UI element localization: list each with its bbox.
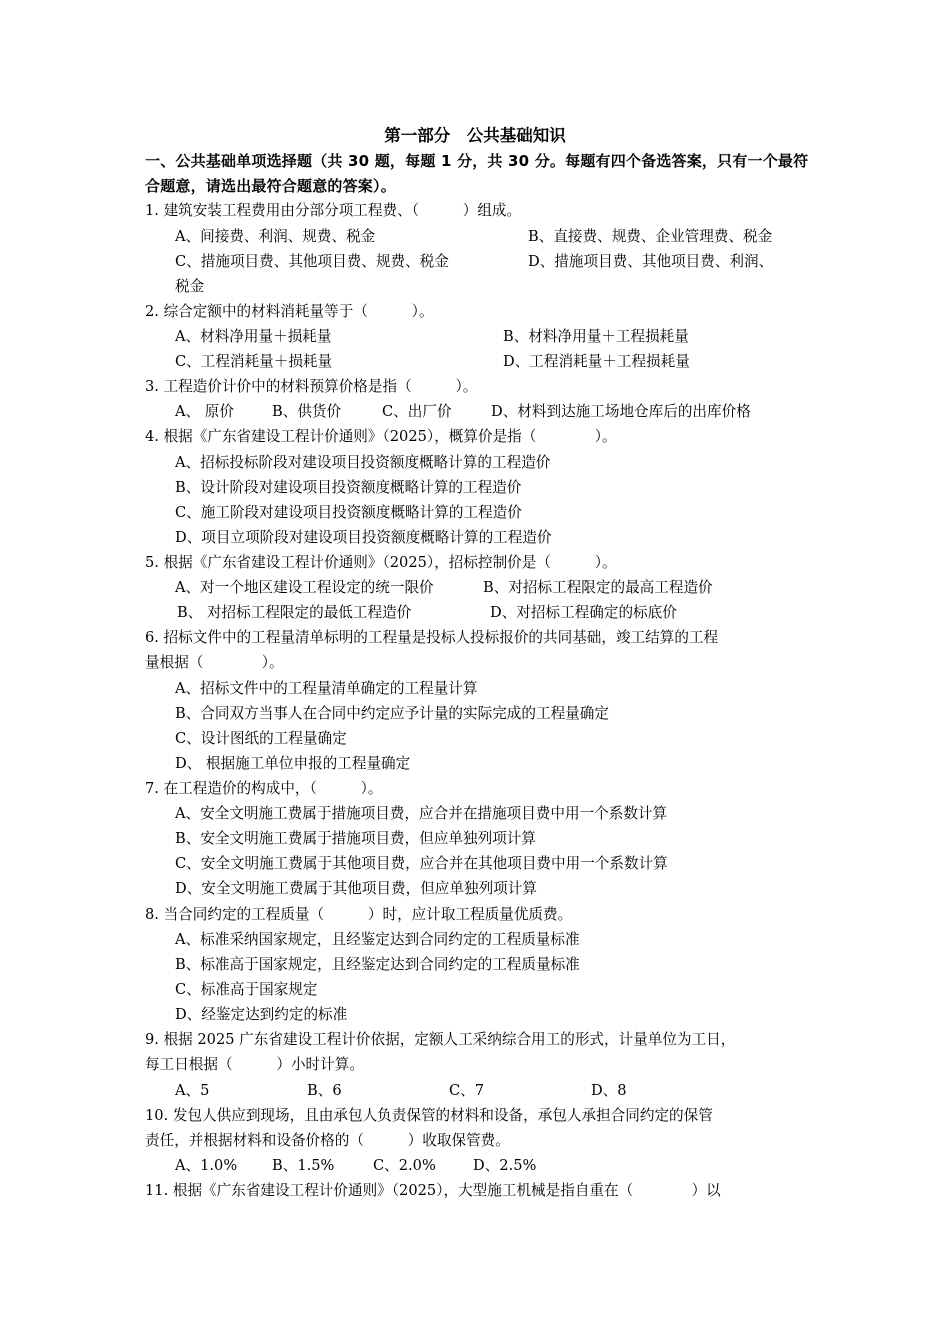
- question-1-stem: 1. 建筑安装工程费用由分部分项工程费、（ ）组成。: [145, 202, 522, 219]
- question-10-option-b: B、1.5%: [272, 1157, 335, 1174]
- question-8-option-a: A、标准采纳国家规定，且经鉴定达到合同约定的工程质量标准: [175, 931, 580, 948]
- question-6-option-b: B、合同双方当事人在合同中约定应予计量的实际完成的工程量确定: [175, 705, 609, 722]
- question-7-option-c: C、安全文明施工费属于其他项目费，应合并在其他项目费中用一个系数计算: [175, 855, 668, 872]
- question-4-option-a: A、招标投标阶段对建设项目投资额度概略计算的工程造价: [175, 454, 551, 471]
- question-6-stem: 6. 招标文件中的工程量清单标明的工程量是投标人投标报价的共同基础，竣工结算的工程: [145, 629, 719, 646]
- question-1-option-c: C、措施项目费、其他项目费、规费、税金: [175, 253, 449, 270]
- question-10-option-d: D、2.5%: [473, 1157, 537, 1174]
- question-7-option-a: A、安全文明施工费属于措施项目费，应合并在措施项目费中用一个系数计算: [175, 805, 668, 822]
- question-6-option-c: C、设计图纸的工程量确定: [175, 730, 347, 747]
- section-heading: 一、公共基础单项选择题（共 30 题，每题 1 分，共 30 分。每题有四个备选答案，只有一个最符合题意，请选出最符合题意的答案）。: [145, 152, 809, 195]
- question-2-option-d: D、工程消耗量＋工程损耗量: [503, 353, 690, 370]
- question-4-option-b: B、设计阶段对建设项目投资额度概略计算的工程造价: [175, 479, 522, 496]
- question-8-option-d: D、经鉴定达到约定的标准: [175, 1006, 348, 1023]
- question-3-option-d: D、材料到达施工场地仓库后的出库价格: [491, 403, 751, 420]
- question-2-stem: 2. 综合定额中的材料消耗量等于（ ）。: [145, 303, 434, 320]
- question-4-stem: 4. 根据《广东省建设工程计价通则》（2025），概算价是指（ ）。: [145, 428, 617, 445]
- question-8-stem: 8. 当合同约定的工程质量（ ）时，应计取工程质量优质费。: [145, 906, 573, 923]
- question-8-option-c: C、标准高于国家规定: [175, 981, 318, 998]
- question-10-option-a: A、1.0%: [175, 1157, 238, 1174]
- question-5-stem: 5. 根据《广东省建设工程计价通则》（2025），招标控制价是（ ）。: [145, 554, 617, 571]
- question-9-stem-cont: 每工日根据（ ）小时计算。: [145, 1056, 364, 1073]
- question-5-option-d: D、对招标工程确定的标底价: [490, 604, 677, 621]
- question-4-option-c: C、施工阶段对建设项目投资额度概略计算的工程造价: [175, 504, 522, 521]
- question-9-option-b: B、6: [307, 1082, 342, 1099]
- question-5-option-b: B、对招标工程限定的最高工程造价: [483, 579, 713, 596]
- question-1-option-b: B、直接费、规费、企业管理费、税金: [528, 228, 773, 245]
- question-3-option-b: B、供货价: [272, 403, 342, 420]
- question-11-stem: 11. 根据《广东省建设工程计价通则》（2025），大型施工机械是指自重在（ ）以: [145, 1182, 721, 1199]
- question-3-option-c: C、出厂价: [382, 403, 452, 420]
- question-9-option-c: C、7: [449, 1082, 485, 1099]
- question-2-option-a: A、材料净用量＋损耗量: [175, 328, 332, 345]
- question-6-option-d: D、 根据施工单位申报的工程量确定: [175, 755, 411, 772]
- question-10-option-c: C、2.0%: [373, 1157, 436, 1174]
- question-10-stem: 10. 发包人供应到现场，且由承包人负责保管的材料和设备，承包人承担合同约定的保管: [145, 1107, 713, 1124]
- question-8-option-b: B、标准高于国家规定，且经鉴定达到合同约定的工程质量标准: [175, 956, 580, 973]
- question-7-option-d: D、安全文明施工费属于其他项目费，但应单独列项计算: [175, 880, 537, 897]
- question-7-option-b: B、安全文明施工费属于措施项目费，但应单独列项计算: [175, 830, 536, 847]
- question-10-stem-cont: 责任，并根据材料和设备价格的（ ）收取保管费。: [145, 1132, 510, 1149]
- question-3-stem: 3. 工程造价计价中的材料预算价格是指（ ）。: [145, 378, 478, 395]
- question-2-option-c: C、工程消耗量＋损耗量: [175, 353, 333, 370]
- question-9-option-a: A、5: [175, 1082, 210, 1099]
- question-4-option-d: D、项目立项阶段对建设项目投资额度概略计算的工程造价: [175, 529, 552, 546]
- question-5-option-c: B、 对招标工程限定的最低工程造价: [177, 604, 412, 621]
- question-3-option-a: A、 原价: [175, 403, 234, 420]
- question-6-stem-cont: 量根据（ ）。: [145, 654, 284, 671]
- question-1-option-a: A、间接费、利润、规费、税金: [175, 228, 376, 245]
- question-2-option-b: B、材料净用量＋工程损耗量: [503, 328, 689, 345]
- question-1-option-d: D、措施项目费、其他项目费、利润、: [528, 253, 774, 270]
- question-7-stem: 7. 在工程造价的构成中，（ ）。: [145, 780, 383, 797]
- question-9-stem: 9. 根据 2025 广东省建设工程计价依据，定额人工采纳综合用工的形式，计量单位为工日，: [145, 1031, 736, 1048]
- question-5-option-a: A、对一个地区建设工程设定的统一限价: [175, 579, 434, 596]
- question-9-option-d: D、8: [591, 1082, 627, 1099]
- page-title: 第一部分 公共基础知识: [384, 126, 566, 145]
- question-1-option-d-cont: 税金: [175, 278, 205, 295]
- question-6-option-a: A、招标文件中的工程量清单确定的工程量计算: [175, 680, 478, 697]
